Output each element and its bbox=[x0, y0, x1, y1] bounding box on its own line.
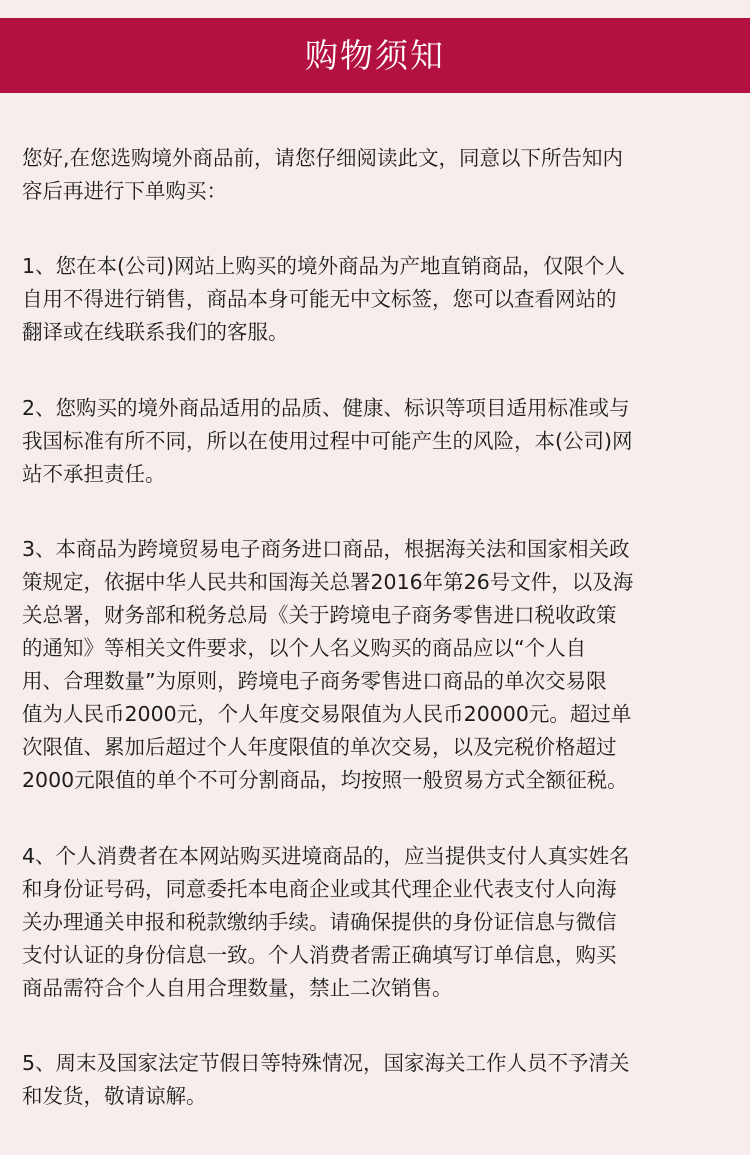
page-title: 购物须知 bbox=[305, 36, 445, 75]
notice-item-5: 5、周末及国家法定节假日等特殊情况，国家海关工作人员不予清关 和发货，敬请谅解。 bbox=[22, 1051, 630, 1108]
page-header bbox=[0, 18, 750, 93]
intro-paragraph: 您好,在您选购境外商品前，请您仔细阅读此文，同意以下所告知内 容后再进行下单购买： bbox=[22, 146, 624, 203]
notice-item-4: 4、个人消费者在本网站购买进境商品的，应当提供支付人真实姓名 和身份证号码，同意委托本电商企业或其代理企业代表支付人向海 关办理通关申报和税款缴纳手续。请确保提供的身份证信息与微信 支付认证的身份信息一致。个人消费者需正确填写订单信息，购买 商品需符合个人自用合理数量，禁止二次销售。 bbox=[22, 844, 630, 1000]
notice-item-3: 3、本商品为跨境贸易电子商务进口商品，根据海关法和国家相关政 策规定，依据中华人民共和国海关总署2016年第26号文件，以及海 关总署，财务部和税务总局《关于跨境电子商务零售进口税收政策 的通知》等相关文件要求，以个人名义购买的商品应以“个人自 用、合理数量”为原则，跨境电子商务零售进口商品的单次交易限 值为人民币2000元，个人年度交易限值为人民币20000元。超过单 次限值、累加后超过个人年度限值的单次交易，以及完税价格超过 2000元限值的单个不可分割商品，均按照一般贸易方式全额征税。 bbox=[22, 537, 634, 792]
notice-content bbox=[22, 142, 734, 1113]
notice-item-1: 1、您在本(公司)网站上购买的境外商品为产地直销商品，仅限个人 自用不得进行销售，商品本身可能无中文标签，您可以查看网站的 翻译或在线联系我们的客服。 bbox=[22, 254, 626, 344]
notice-item-2: 2、您购买的境外商品适用的品质、健康、标识等项目适用标准或与 我国标准有所不同，所以在使用过程中可能产生的风险，本(公司)网 站不承担责任。 bbox=[22, 396, 633, 486]
